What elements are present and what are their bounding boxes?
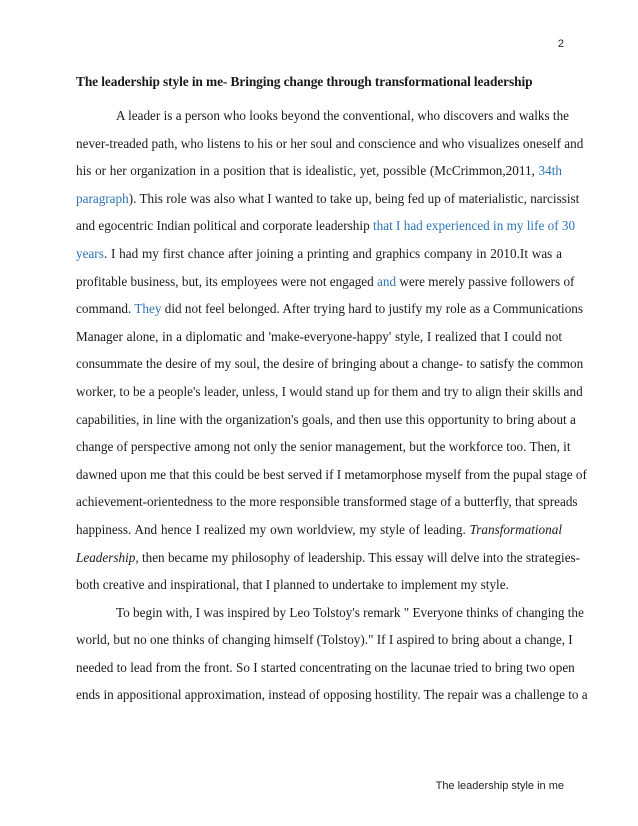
- text-run: Manager alone, in a diplomatic and 'make-everyone-happy' style, I realized that I could not: [76, 328, 562, 344]
- text-run: needed to lead from the front. So I started concentrating on the lacunae tried to bring two open: [76, 659, 575, 675]
- text-run: did not feel belonged. After trying hard to justify my role as a Communications: [164, 301, 584, 317]
- text-run: then became my philosophy of leadership. This essay will delve into the strategies-: [141, 549, 581, 565]
- text-run: happiness. And hence I realized my own worldview, my style of leading.: [76, 521, 466, 537]
- page-number: 2: [557, 38, 564, 50]
- text-line: [76, 212, 576, 240]
- highlighted-text: that I had experienced in my life of 30: [372, 218, 576, 234]
- text-line: [76, 571, 562, 599]
- text-run: worker, to be a people's leader, unless, I would stand up for them and try to align their skills and: [76, 383, 583, 399]
- text-line: [76, 626, 573, 654]
- text-line: [76, 102, 570, 130]
- text-line: [76, 268, 575, 296]
- highlighted-text: years: [76, 245, 104, 261]
- text-line: [76, 295, 584, 323]
- text-line: [76, 240, 562, 268]
- text-run: achievement-orientedness to the more responsible transformed stage of a butterfly, that spreads: [76, 494, 578, 510]
- text-line: [76, 461, 587, 489]
- document-title: The leadership style in me- Bringing change through transformational leadership: [76, 74, 533, 89]
- paragraph-2: [76, 599, 588, 709]
- italic-text: Transformational: [469, 521, 562, 537]
- italic-text: Leadership,: [76, 549, 139, 565]
- text-run: ends in appositional approximation, instead of opposing hostility. The repair was a challenge to a: [76, 687, 588, 703]
- text-run: never-treaded path, who listens to his or her soul and conscience and who visualizes oneself and: [76, 135, 584, 151]
- text-line: [76, 185, 580, 213]
- text-line: [76, 378, 583, 406]
- text-run: and egocentric Indian political and corporate leadership: [76, 218, 370, 234]
- highlighted-text: They: [134, 301, 162, 317]
- text-run: . I had my first chance after joining a printing and graphics company in 2010.It was a: [103, 245, 562, 261]
- text-run: capabilities, in line with the organization's goals, and then use this opportunity to bring about a: [76, 411, 576, 427]
- text-line: [76, 599, 584, 627]
- text-line: [76, 544, 581, 572]
- document-body: [76, 102, 588, 709]
- text-line: [76, 130, 584, 158]
- text-line: [76, 350, 584, 378]
- text-run: both creative and inspirational, that I planned to undertake to implement my style.: [76, 577, 509, 593]
- text-line: [76, 406, 576, 434]
- text-run: To begin with, I was inspired by Leo Tolstoy's remark " Everyone thinks of changing the: [116, 604, 584, 620]
- text-run: world, but no one thinks of changing himself (Tolstoy)." If I aspired to bring about a change, I: [76, 632, 573, 648]
- text-run: profitable business, but, its employees were not engaged: [76, 273, 374, 289]
- text-run: dawned upon me that this could be best served if I metamorphose myself from the pupal stage of: [76, 466, 587, 482]
- text-line: [76, 516, 562, 544]
- text-run: ). This role was also what I wanted to take up, being fed up of materialistic, narcissist: [128, 190, 580, 206]
- text-run: command.: [76, 301, 132, 317]
- text-run: change of perspective among not only the senior management, but the workforce too. Then, it: [76, 439, 571, 455]
- text-line: [76, 433, 571, 461]
- text-run: A leader is a person who looks beyond the conventional, who discovers and walks the: [116, 108, 570, 123]
- text-line: [76, 323, 562, 351]
- text-run: his or her organization in a position that is idealistic, yet, possible (McCrimmon,2011,: [76, 163, 535, 179]
- highlighted-text: paragraph: [76, 190, 129, 206]
- running-head-footer: The leadership style in me: [435, 780, 564, 792]
- text-line: [76, 488, 578, 516]
- text-line: [76, 681, 588, 709]
- text-line: [76, 157, 562, 185]
- text-run: consummate the desire of my soul, the desire of bringing about a change- to satisfy the common: [76, 356, 584, 372]
- highlighted-text: and: [377, 273, 397, 289]
- text-line: [76, 654, 575, 682]
- paragraph-1: [76, 102, 587, 599]
- text-run: were merely passive followers of: [399, 273, 575, 289]
- highlighted-text: 34th: [538, 163, 562, 179]
